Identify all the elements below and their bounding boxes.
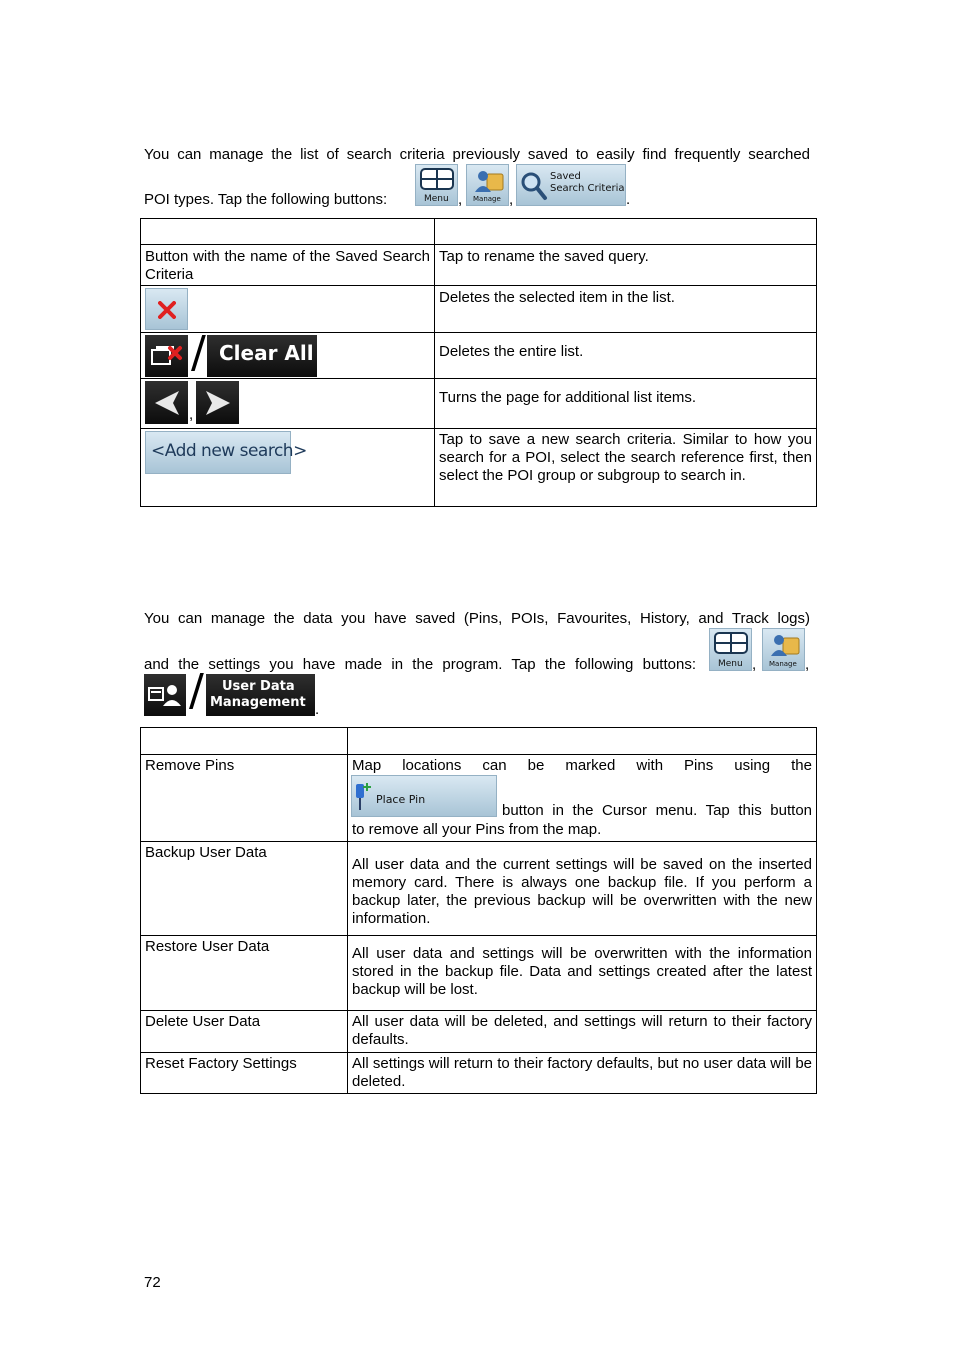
manage-people-folder-icon <box>769 632 801 658</box>
saved-search-criteria-button[interactable] <box>516 164 626 206</box>
table-row <box>141 245 817 286</box>
table-row <box>141 333 817 379</box>
period: . <box>315 701 320 718</box>
menu-button-label: Menu <box>424 194 449 204</box>
row-description: Deletes the selected item in the list. <box>439 289 675 306</box>
row-description-line3: to remove all your Pins from the map. <box>352 821 602 838</box>
separator: , <box>805 656 810 673</box>
row-description: All user data and the current settings will be saved on the inserted memory card. There is always one backup file. If you perform a backup later, the previous backup will be overwritten with the new information. <box>352 856 812 927</box>
separator: , <box>509 191 514 208</box>
manage-button[interactable] <box>762 628 805 671</box>
row-description: All user data and settings will be overwritten with the information stored in the backup file. Data and settings created after the latest backup will be lost. <box>352 945 812 998</box>
manage-button-label: Manage <box>473 195 501 203</box>
menu-grid-icon <box>714 632 748 656</box>
table-header <box>435 219 817 245</box>
row-description: Tap to save a new search criteria. Similar to how you search for a POI, select the search reference first, then select the POI group or subgroup to search in. <box>439 431 812 484</box>
user-data-icon-button[interactable] <box>144 674 186 716</box>
slash-separator: / <box>189 665 204 716</box>
row-description: All settings will return to their factory defaults, but no user data will be deleted. <box>352 1055 812 1090</box>
row-label: Delete User Data <box>145 1013 261 1030</box>
row-description: Deletes the entire list. <box>439 343 584 360</box>
delete-item-button[interactable] <box>145 288 188 330</box>
user-data-table <box>140 727 817 1094</box>
delete-list-icon <box>150 344 184 368</box>
udm-label-2: Management <box>210 695 306 710</box>
separator: , <box>752 656 757 673</box>
table-header <box>141 219 435 245</box>
clear-all-label: Clear All <box>219 341 314 365</box>
next-page-button[interactable] <box>196 381 239 424</box>
comma-separator: , <box>189 406 194 423</box>
slash-separator: / <box>191 327 206 378</box>
user-data-management-button[interactable] <box>206 674 315 716</box>
menu-grid-icon <box>420 168 454 192</box>
manage-button-label: Manage <box>769 660 797 668</box>
delete-list-icon-button[interactable] <box>145 335 188 377</box>
user-data-icon <box>148 682 182 708</box>
previous-page-button[interactable] <box>145 381 188 424</box>
table-header-row <box>141 728 817 755</box>
row-label: Remove Pins <box>145 757 235 774</box>
table-row <box>141 936 817 1011</box>
menu-button-label: Menu <box>718 659 743 669</box>
table-header <box>348 728 817 755</box>
manage-button[interactable] <box>466 164 509 206</box>
separator: , <box>458 191 463 208</box>
row-description-line2: button in the Cursor menu. Tap this button <box>502 802 812 819</box>
saved-search-label-2: Search Criteria <box>550 183 625 194</box>
magnifier-icon <box>520 171 548 201</box>
section2-intro-line2: and the settings you have made in the program. Tap the following buttons: <box>144 656 696 673</box>
place-pin-button[interactable] <box>351 775 497 817</box>
menu-button[interactable] <box>709 628 752 671</box>
table-row <box>141 429 817 507</box>
row-label: Reset Factory Settings <box>145 1055 297 1072</box>
row-description: Tap to rename the saved query. <box>439 248 649 265</box>
table-row <box>141 1011 817 1053</box>
row-description: Turns the page for additional list items. <box>439 389 697 406</box>
search-criteria-table <box>140 218 817 507</box>
page-number: 72 <box>144 1274 161 1291</box>
pin-icon <box>354 782 372 812</box>
section1-intro-line1: You can manage the list of search criteria previously saved to easily find frequently searched <box>144 146 810 163</box>
period: . <box>626 191 631 208</box>
saved-search-label-1: Saved <box>550 171 581 182</box>
menu-button[interactable] <box>415 164 458 206</box>
arrow-right-icon <box>204 389 232 417</box>
table-header-row <box>141 219 817 245</box>
table-row <box>141 379 817 429</box>
table-header <box>141 728 348 755</box>
add-new-search-button[interactable] <box>145 431 307 474</box>
add-new-search-label: <Add new search> <box>151 441 307 461</box>
table-row <box>141 286 817 333</box>
place-pin-label: Place Pin <box>376 793 426 806</box>
manage-people-folder-icon <box>473 168 505 194</box>
section1-intro-line2: POI types. Tap the following buttons: <box>144 191 388 208</box>
section2-intro-line1: You can manage the data you have saved (Pins, POIs, Favourites, History, and Track logs) <box>144 610 810 627</box>
row-label: Restore User Data <box>145 938 270 955</box>
table-row <box>141 842 817 936</box>
table-row <box>141 755 817 842</box>
row-label: Backup User Data <box>145 844 267 861</box>
red-x-icon <box>158 301 176 319</box>
arrow-left-icon <box>153 389 181 417</box>
row-description: All user data will be deleted, and settings will return to their factory defaults. <box>352 1013 812 1048</box>
clear-all-button[interactable] <box>207 335 317 377</box>
row-description-line1: Map locations can be marked with Pins using the <box>352 757 812 774</box>
table-row <box>141 1053 817 1094</box>
udm-label-1: User Data <box>222 679 295 694</box>
row-label: Button with the name of the Saved Search Criteria <box>145 248 430 283</box>
